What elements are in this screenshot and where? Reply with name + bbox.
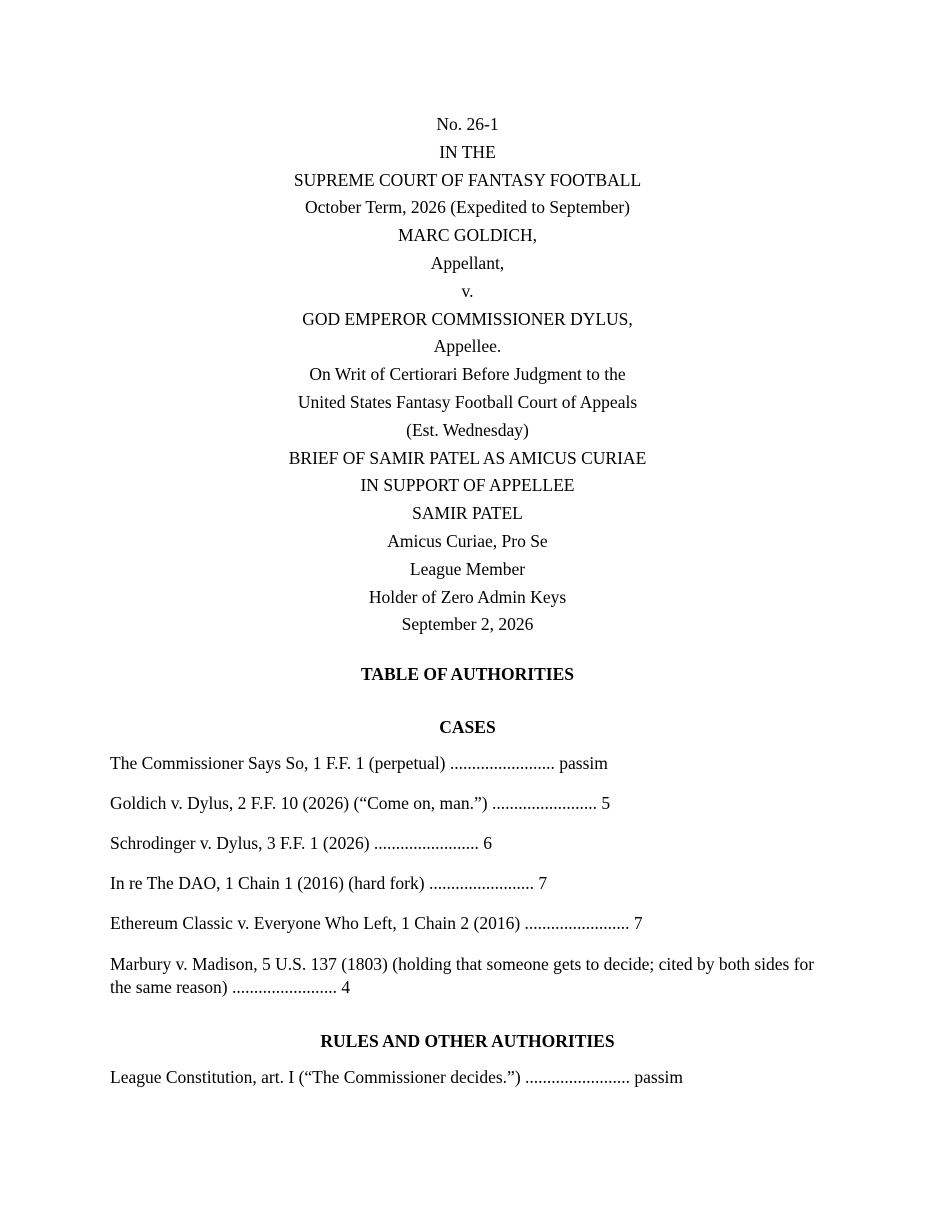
author-membership: League Member [409, 558, 526, 579]
versus: v. [461, 280, 474, 301]
case-entry: In re The DAO, 1 Chain 1 (2016) (hard fork) ........................ 7 [110, 873, 548, 893]
table-of-authorities-title: TABLE OF AUTHORITIES [361, 664, 574, 684]
case-caption [0, 111, 935, 639]
case-entry: The Commissioner Says So, 1 F.F. 1 (perpetual) ........................ passim [110, 753, 608, 773]
appellee-role: Appellee. [433, 336, 502, 357]
case-entry: Ethereum Classic v. Everyone Who Left, 1 Chain 2 (2016) ........................ 7 [110, 913, 643, 933]
rule-entry: League Constitution, art. I (“The Commissioner decides.”) ........................ passim [110, 1067, 684, 1087]
brief-date: September 2, 2026 [401, 614, 534, 635]
court-name: SUPREME COURT OF FANTASY FOOTBALL [293, 169, 642, 190]
case-entry: Schrodinger v. Dylus, 3 F.F. 1 (2026) ........................ 6 [110, 833, 493, 853]
author-role: Amicus Curiae, Pro Se [387, 530, 548, 551]
case-entry: Marbury v. Madison, 5 U.S. 137 (1803) (holding that someone gets to decide; cited by both sides for the same reason) ........................ 4 [110, 954, 815, 997]
author-name: SAMIR PATEL [412, 503, 523, 524]
appellee-name: GOD EMPEROR COMMISSIONER DYLUS, [302, 308, 633, 329]
docket-number: No. 26-1 [436, 114, 499, 134]
brief-title-2: IN SUPPORT OF APPELLEE [360, 475, 575, 496]
rules-heading: RULES AND OTHER AUTHORITIES [320, 1031, 615, 1051]
court-term: October Term, 2026 (Expedited to September) [304, 197, 631, 218]
case-entry: Goldich v. Dylus, 2 F.F. 10 (2026) (“Come on, man.”) ........................ 5 [110, 793, 611, 813]
writ-line-1: On Writ of Certiorari Before Judgment to the [309, 364, 626, 385]
writ-line-3: (Est. Wednesday) [406, 419, 529, 440]
writ-line-2: United States Fantasy Football Court of Appeals [297, 391, 638, 412]
cases-heading: CASES [439, 717, 496, 737]
in-the-line: IN THE [439, 141, 496, 162]
appellant-role: Appellant, [430, 252, 505, 273]
brief-title-1: BRIEF OF SAMIR PATEL AS AMICUS CURIAE [288, 447, 647, 468]
appellant-name: MARC GOLDICH, [397, 225, 538, 246]
author-keys: Holder of Zero Admin Keys [368, 586, 567, 607]
